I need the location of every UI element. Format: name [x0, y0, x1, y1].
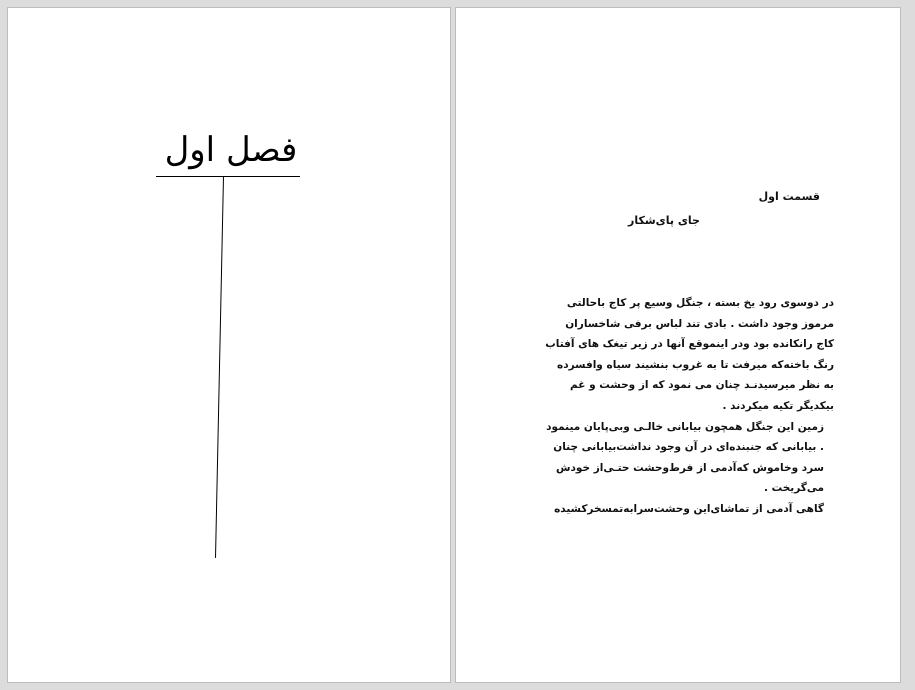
section-subtitle: جای پای‌شکار — [628, 214, 700, 227]
right-page — [455, 7, 901, 683]
paragraph-1: در دوسوی رود یخ بسته ، جنگل وسیع پر کاج باحالتی مرموز وجود داشت . بادی تند لباس برفی شاخساران کاج رانکانده بود ودر اینموقع آنها در زیر تیغک های آفتاب رنگ باخته‌که میرفت تا به غروب بنشیند سیاه وافسرده به نظر میرسیدنـد چنان می نمود که از وحشت و غم بیکدیگر تکیه میکردند . — [545, 297, 834, 412]
paragraph-2: زمین این جنگل همچون بیابانی خالـی وبی‌پایان مینمود . بیابانی که جنبنده‌ای در آن وجود نداشت‌بیابانی چنان سرد وخاموش که‌آدمی از فرط‌وحشت حتـی‌از خودش می‌گریخت . — [546, 420, 824, 495]
title-underline — [156, 176, 300, 177]
chapter-title: فصل اول — [164, 130, 298, 170]
vertical-rule — [215, 176, 224, 558]
paragraph-3: گاهی آدمی از تماشای‌این وحشت‌سرابه‌تمسخرکشیده — [554, 502, 824, 515]
section-label: قسمت اول — [758, 190, 820, 203]
left-page — [7, 7, 451, 683]
body-text — [544, 293, 834, 520]
